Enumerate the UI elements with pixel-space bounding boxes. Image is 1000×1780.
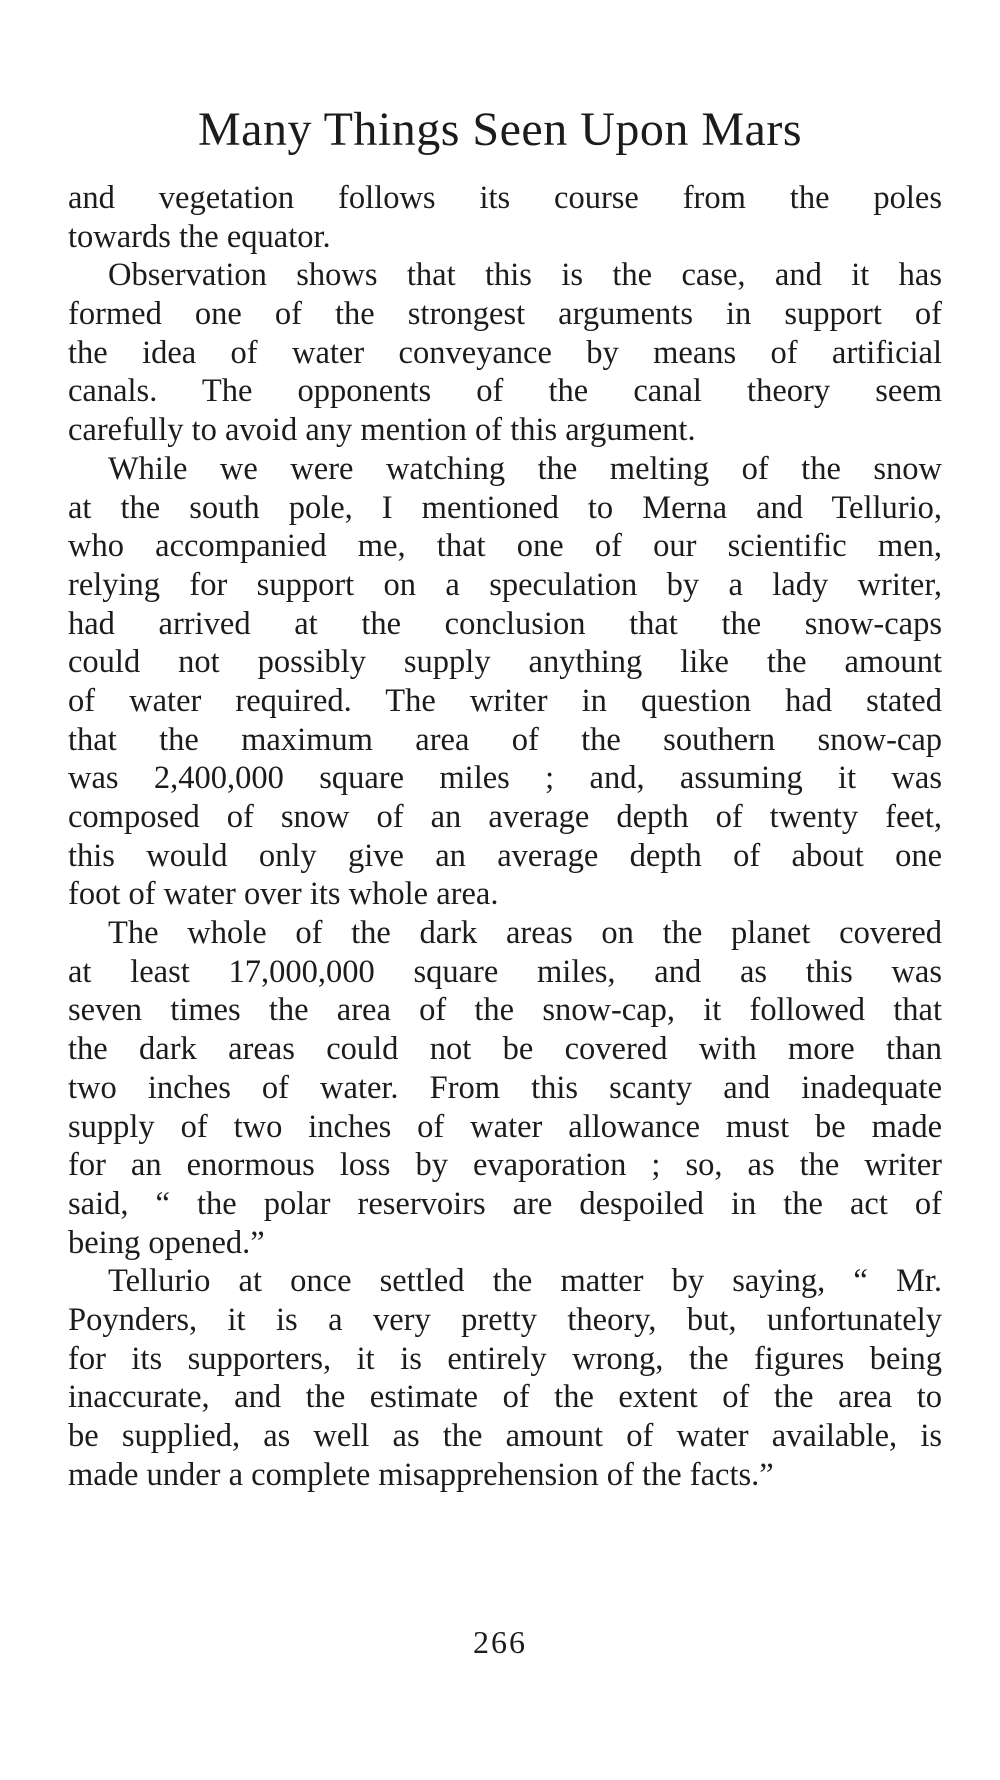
text-line: was 2,400,000 square miles ; and, assuming it was (68, 760, 942, 797)
text-line: for its supporters, it is entirely wrong, the figures being (68, 1340, 942, 1377)
text-line: supply of two inches of water allowance must be made (68, 1108, 942, 1145)
text-line: the idea of water conveyance by means of artificial (68, 334, 942, 371)
running-head: Many Things Seen Upon Mars (197, 103, 803, 156)
paragraph-3 (68, 450, 942, 914)
text-line: and vegetation follows its course from the poles (68, 180, 942, 216)
text-line: said, “ the polar reservoirs are despoiled in the act of (68, 1185, 942, 1222)
text-line: at least 17,000,000 square miles, and as this was (68, 953, 942, 990)
text-line: Tellurio at once settled the matter by saying, “ Mr. (108, 1263, 942, 1300)
text-line: seven times the area of the snow-cap, it followed that (68, 992, 942, 1029)
paragraph-5 (68, 1262, 942, 1494)
text-line: at the south pole, I mentioned to Merna and Tellurio, (68, 489, 942, 526)
text-line: could not possibly supply anything like the amount (68, 644, 942, 681)
text-line: carefully to avoid any mention of this argument. (68, 412, 696, 449)
text-line: inaccurate, and the estimate of the extent of the area to (68, 1379, 942, 1416)
text-line: this would only give an average depth of about one (68, 837, 942, 874)
text-line: for an enormous loss by evaporation ; so, as the writer (68, 1147, 942, 1184)
body-text (68, 179, 942, 1494)
text-line: canals. The opponents of the canal theory seem (68, 373, 942, 410)
text-line: two inches of water. From this scanty and inadequate (68, 1069, 942, 1106)
text-line: that the maximum area of the southern snow-cap (68, 721, 942, 758)
text-line: of water required. The writer in question had stated (68, 682, 942, 719)
text-line: towards the equator. (68, 218, 331, 255)
text-line: composed of snow of an average depth of twenty feet, (68, 799, 942, 835)
paragraph-1 (68, 179, 942, 256)
paragraph-4 (68, 914, 942, 1262)
text-line: being opened.” (68, 1224, 265, 1261)
text-line: had arrived at the conclusion that the snow-caps (68, 605, 942, 642)
text-line: foot of water over its whole area. (68, 876, 499, 913)
text-line: made under a complete misapprehension of the facts.” (68, 1456, 774, 1493)
text-line: The whole of the dark areas on the planet covered (108, 915, 942, 952)
text-line: be supplied, as well as the amount of water available, is (68, 1418, 942, 1454)
text-line: relying for support on a speculation by a lady writer, (68, 566, 942, 603)
text-line: Observation shows that this is the case, and it has (108, 257, 942, 294)
page-number: 266 (473, 1624, 527, 1660)
text-line: formed one of the strongest arguments in support of (68, 296, 942, 333)
paragraph-2 (68, 256, 942, 449)
text-line: Poynders, it is a very pretty theory, but, unfortunately (68, 1301, 942, 1338)
text-line: the dark areas could not be covered with more than (68, 1031, 942, 1068)
text-line: While we were watching the melting of the snow (108, 450, 942, 487)
text-line: who accompanied me, that one of our scientific men, (68, 528, 942, 565)
